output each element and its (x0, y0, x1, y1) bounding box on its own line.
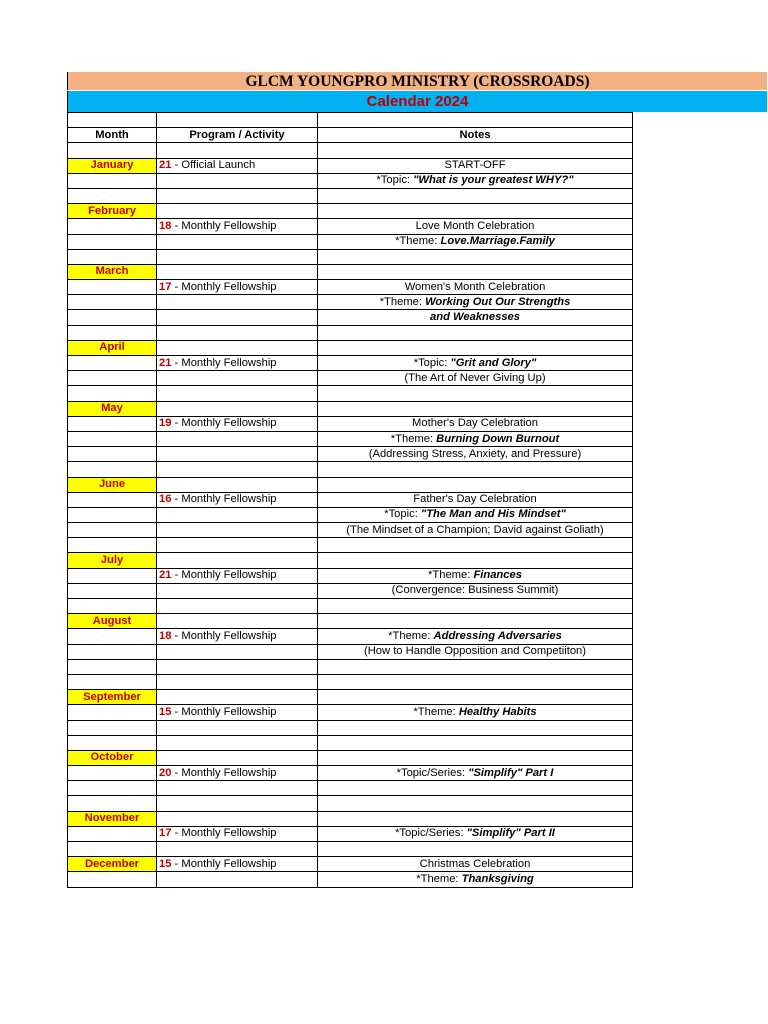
table-row (68, 614, 633, 629)
month-cell: June (68, 477, 157, 492)
month-cell: April (68, 340, 157, 355)
program-cell (157, 766, 318, 781)
table-row (68, 356, 633, 371)
empty-cell (318, 690, 633, 705)
empty-cell (157, 553, 318, 568)
table-row (68, 583, 633, 598)
program-cell (157, 492, 318, 507)
table-row (68, 113, 633, 128)
notes-emphasis: Addressing Adversaries (433, 629, 562, 642)
table-row (68, 264, 633, 279)
month-cell: March (68, 264, 157, 279)
empty-cell (318, 553, 633, 568)
program-activity: - Monthly Fellowship (171, 569, 277, 582)
notes-cell (318, 219, 633, 234)
notes-emphasis: Love.Marriage.Family (440, 235, 555, 248)
notes-cell (318, 234, 633, 249)
notes-cell (318, 371, 633, 386)
empty-cell (68, 386, 157, 401)
empty-cell (68, 143, 157, 158)
empty-cell (68, 568, 157, 583)
empty-cell (68, 113, 157, 128)
table-row (68, 720, 633, 735)
empty-cell (157, 599, 318, 614)
empty-cell (68, 781, 157, 796)
notes-text: *Theme: (416, 872, 462, 885)
empty-cell (157, 264, 318, 279)
notes-emphasis: "Grit and Glory" (450, 356, 537, 369)
program-activity: - Monthly Fellowship (171, 280, 277, 293)
empty-cell (318, 538, 633, 553)
table-row (68, 599, 633, 614)
notes-emphasis: "What is your greatest WHY?" (413, 174, 574, 187)
program-cell (157, 705, 318, 720)
calendar-subtitle: Calendar 2024 (67, 91, 767, 112)
empty-cell (68, 188, 157, 203)
empty-cell (157, 143, 318, 158)
empty-cell (68, 431, 157, 446)
empty-cell (318, 143, 633, 158)
notes-cell (318, 356, 633, 371)
empty-cell (68, 629, 157, 644)
empty-cell (68, 295, 157, 310)
empty-cell (318, 113, 633, 128)
notes-emphasis: Thanksgiving (461, 872, 534, 885)
empty-cell (157, 447, 318, 462)
empty-cell (157, 781, 318, 796)
empty-cell (318, 811, 633, 826)
empty-cell (68, 826, 157, 841)
month-cell: August (68, 614, 157, 629)
notes-emphasis: Burning Down Burnout (436, 432, 560, 445)
empty-cell (157, 386, 318, 401)
program-day: 20 (159, 766, 172, 779)
table-row (68, 249, 633, 264)
notes-text: START-OFF (444, 159, 506, 172)
notes-text: Christmas Celebration (419, 857, 531, 870)
table-row (68, 811, 633, 826)
notes-text: *Theme: (379, 295, 426, 308)
program-cell (157, 280, 318, 295)
table-row (68, 644, 633, 659)
program-day: 16 (159, 493, 172, 506)
empty-cell (157, 872, 318, 887)
empty-cell (157, 507, 318, 522)
table-row (68, 538, 633, 553)
notes-emphasis: Working Out Our Strengths (425, 295, 571, 308)
notes-cell (318, 705, 633, 720)
empty-cell (68, 842, 157, 857)
table-row (68, 295, 633, 310)
notes-text: (The Mindset of a Champion; David against Goliath) (346, 523, 604, 536)
notes-cell (318, 492, 633, 507)
empty-cell (68, 492, 157, 507)
empty-cell (157, 690, 318, 705)
empty-cell (68, 371, 157, 386)
table-row (68, 462, 633, 477)
empty-cell (157, 583, 318, 598)
notes-text: (How to Handle Opposition and Competiiton) (363, 645, 586, 658)
program-activity: - Official Launch (171, 159, 256, 172)
table-row (68, 204, 633, 219)
program-activity: - Monthly Fellowship (171, 766, 277, 779)
program-day: 17 (159, 827, 172, 840)
table-row (68, 507, 633, 522)
empty-cell (157, 371, 318, 386)
empty-cell (157, 796, 318, 811)
program-day: 21 (159, 159, 172, 172)
empty-cell (318, 401, 633, 416)
table-row (68, 826, 633, 841)
empty-cell (157, 842, 318, 857)
empty-cell (157, 614, 318, 629)
column-header-notes: Notes (318, 128, 633, 143)
program-day: 15 (159, 857, 172, 870)
empty-cell (157, 538, 318, 553)
table-row (68, 219, 633, 234)
program-activity: - Monthly Fellowship (171, 417, 277, 430)
table-row (68, 158, 633, 173)
table-row (68, 492, 633, 507)
empty-cell (157, 310, 318, 325)
column-header-program: Program / Activity (157, 128, 318, 143)
table-row (68, 477, 633, 492)
empty-cell (68, 538, 157, 553)
empty-cell (68, 766, 157, 781)
notes-text: *Topic/Series: (396, 766, 469, 779)
empty-cell (318, 477, 633, 492)
month-cell: November (68, 811, 157, 826)
notes-text: Father's Day Celebration (413, 493, 537, 506)
month-cell: July (68, 553, 157, 568)
program-cell (157, 857, 318, 872)
empty-cell (157, 720, 318, 735)
notes-cell (318, 644, 633, 659)
table-row (68, 629, 633, 644)
empty-cell (68, 705, 157, 720)
month-cell: December (68, 857, 157, 872)
empty-cell (157, 234, 318, 249)
notes-cell (318, 310, 633, 325)
empty-cell (157, 462, 318, 477)
empty-cell (68, 356, 157, 371)
notes-cell (318, 826, 633, 841)
notes-emphasis: and Weaknesses (430, 311, 520, 324)
table-row (68, 234, 633, 249)
program-activity: - Monthly Fellowship (171, 857, 277, 870)
notes-text: *Theme: (395, 235, 441, 248)
empty-cell (157, 659, 318, 674)
month-cell: May (68, 401, 157, 416)
table-row (68, 325, 633, 340)
empty-cell (318, 781, 633, 796)
empty-cell (157, 811, 318, 826)
notes-cell (318, 766, 633, 781)
notes-text: Love Month Celebration (415, 219, 535, 232)
empty-cell (157, 735, 318, 750)
notes-cell (318, 295, 633, 310)
notes-cell (318, 158, 633, 173)
empty-cell (68, 416, 157, 431)
notes-cell (318, 568, 633, 583)
empty-cell (318, 462, 633, 477)
empty-cell (318, 599, 633, 614)
empty-cell (157, 431, 318, 446)
empty-cell (318, 249, 633, 264)
notes-cell (318, 507, 633, 522)
table-row (68, 796, 633, 811)
notes-cell (318, 629, 633, 644)
empty-cell (318, 720, 633, 735)
program-day: 18 (159, 219, 172, 232)
month-cell: January (68, 158, 157, 173)
table-row (68, 735, 633, 750)
notes-text: *Theme: (413, 705, 459, 718)
program-cell (157, 568, 318, 583)
empty-cell (68, 447, 157, 462)
notes-cell (318, 523, 633, 538)
notes-emphasis: Healthy Habits (458, 705, 537, 718)
notes-text: Mother's Day Celebration (412, 417, 538, 430)
empty-cell (68, 234, 157, 249)
program-activity: - Monthly Fellowship (171, 219, 277, 232)
table-row (68, 371, 633, 386)
program-day: 21 (159, 356, 172, 369)
program-cell (157, 356, 318, 371)
notes-cell (318, 872, 633, 887)
empty-cell (318, 188, 633, 203)
empty-cell (157, 188, 318, 203)
empty-cell (68, 173, 157, 188)
table-row (68, 416, 633, 431)
empty-cell (157, 204, 318, 219)
empty-cell (68, 310, 157, 325)
notes-text: (Convergence: Business Summit) (391, 584, 559, 597)
empty-cell (68, 644, 157, 659)
program-activity: - Monthly Fellowship (171, 827, 277, 840)
empty-cell (318, 674, 633, 689)
notes-cell (318, 416, 633, 431)
notes-cell (318, 280, 633, 295)
empty-cell (318, 614, 633, 629)
notes-text: *Theme: (390, 432, 437, 445)
program-activity: - Monthly Fellowship (171, 493, 277, 506)
empty-cell (318, 750, 633, 765)
program-day: 18 (159, 629, 172, 642)
empty-cell (157, 674, 318, 689)
table-row (68, 431, 633, 446)
table-row (68, 280, 633, 295)
notes-cell (318, 857, 633, 872)
table-row (68, 568, 633, 583)
empty-cell (68, 720, 157, 735)
calendar-body (68, 113, 633, 888)
empty-cell (318, 340, 633, 355)
column-header-month: Month (68, 128, 157, 143)
program-day: 17 (159, 280, 172, 293)
empty-cell (68, 583, 157, 598)
table-row (68, 143, 633, 158)
empty-cell (157, 523, 318, 538)
empty-cell (157, 401, 318, 416)
empty-cell (68, 325, 157, 340)
table-row (68, 523, 633, 538)
table-row (68, 872, 633, 887)
empty-cell (68, 735, 157, 750)
sheet-title: GLCM YOUNGPRO MINISTRY (CROSSROADS) (67, 72, 767, 90)
table-row (68, 310, 633, 325)
empty-cell (68, 872, 157, 887)
notes-text: Women's Month Celebration (404, 280, 546, 293)
table-row (68, 553, 633, 568)
notes-cell (318, 583, 633, 598)
empty-cell (318, 325, 633, 340)
program-cell (157, 826, 318, 841)
table-row (68, 659, 633, 674)
notes-text: *Topic: (413, 356, 451, 369)
notes-text: *Topic/Series: (395, 827, 467, 840)
program-day: 21 (159, 569, 172, 582)
empty-cell (318, 796, 633, 811)
program-activity: - Monthly Fellowship (171, 356, 277, 369)
month-cell: February (68, 204, 157, 219)
notes-cell (318, 447, 633, 462)
empty-cell (68, 523, 157, 538)
table-row (68, 842, 633, 857)
empty-cell (157, 113, 318, 128)
table-row (68, 188, 633, 203)
table-row (68, 674, 633, 689)
table-row (68, 128, 633, 143)
table-row (68, 401, 633, 416)
notes-emphasis: "Simplify" Part I (468, 766, 554, 779)
table-row (68, 386, 633, 401)
table-row (68, 750, 633, 765)
calendar-table (67, 112, 633, 888)
program-activity: - Monthly Fellowship (171, 629, 277, 642)
table-row (68, 173, 633, 188)
empty-cell (68, 507, 157, 522)
empty-cell (157, 325, 318, 340)
notes-text: *Topic: (376, 174, 414, 187)
table-row (68, 690, 633, 705)
notes-cell (318, 173, 633, 188)
empty-cell (318, 735, 633, 750)
notes-cell (318, 431, 633, 446)
notes-text: *Theme: (388, 629, 434, 642)
empty-cell (318, 386, 633, 401)
table-row (68, 857, 633, 872)
empty-cell (68, 599, 157, 614)
empty-cell (68, 219, 157, 234)
empty-cell (157, 295, 318, 310)
empty-cell (318, 204, 633, 219)
table-row (68, 340, 633, 355)
month-cell: October (68, 750, 157, 765)
empty-cell (68, 249, 157, 264)
table-row (68, 781, 633, 796)
notes-emphasis: Finances (473, 569, 522, 582)
program-day: 19 (159, 417, 172, 430)
program-cell (157, 219, 318, 234)
empty-cell (157, 173, 318, 188)
notes-text: *Topic: (384, 508, 421, 521)
empty-cell (68, 462, 157, 477)
notes-emphasis: "Simplify" Part II (466, 827, 555, 840)
program-day: 15 (159, 705, 172, 718)
empty-cell (68, 659, 157, 674)
empty-cell (68, 674, 157, 689)
notes-text: *Theme: (428, 569, 474, 582)
program-cell (157, 158, 318, 173)
table-row (68, 766, 633, 781)
program-activity: - Monthly Fellowship (171, 705, 277, 718)
program-cell (157, 629, 318, 644)
empty-cell (157, 644, 318, 659)
empty-cell (318, 264, 633, 279)
empty-cell (157, 477, 318, 492)
empty-cell (157, 750, 318, 765)
empty-cell (157, 249, 318, 264)
empty-cell (68, 280, 157, 295)
empty-cell (68, 796, 157, 811)
table-row (68, 447, 633, 462)
notes-text: (The Art of Never Giving Up) (404, 371, 546, 384)
empty-cell (318, 659, 633, 674)
empty-cell (157, 340, 318, 355)
notes-emphasis: "The Man and His Mindset" (420, 508, 566, 521)
table-row (68, 705, 633, 720)
month-cell: September (68, 690, 157, 705)
notes-text: (Addressing Stress, Anxiety, and Pressure) (368, 447, 582, 460)
program-cell (157, 416, 318, 431)
empty-cell (318, 842, 633, 857)
